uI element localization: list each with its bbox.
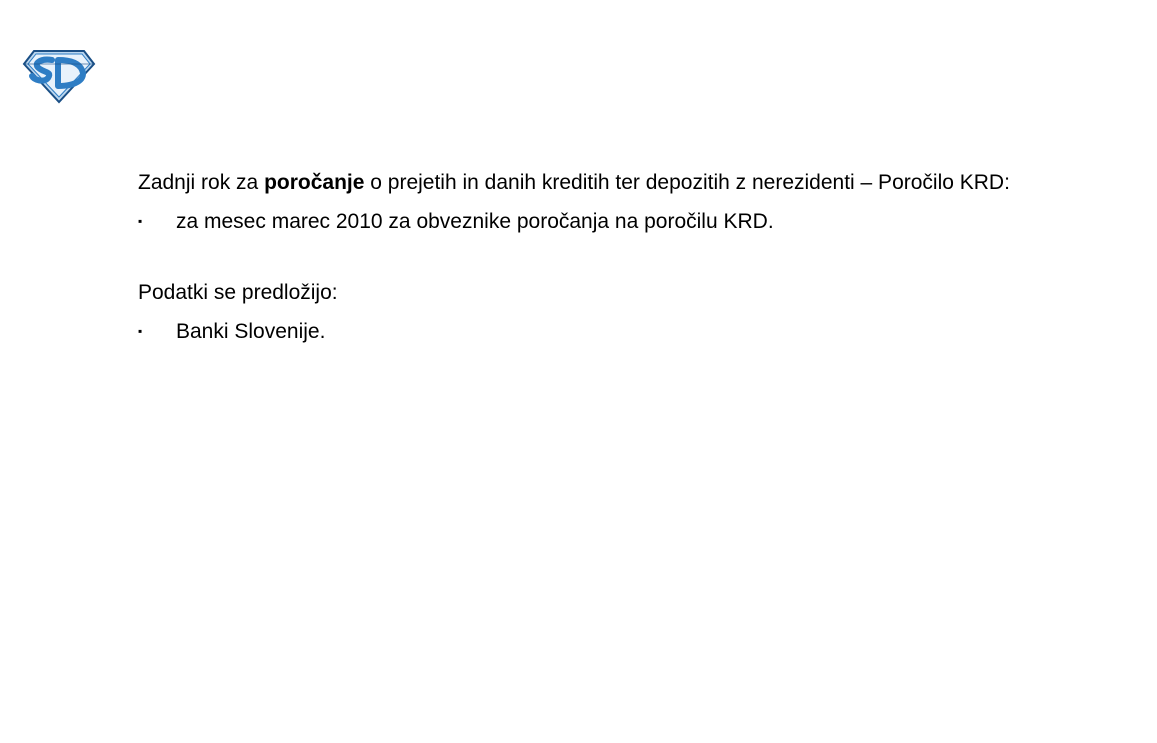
spacer [138, 244, 1021, 273]
document-body [138, 163, 1021, 354]
deadline-text-bold: poročanje [264, 171, 365, 194]
list-item-text: Banki Slovenije. [176, 320, 326, 343]
deadline-text-start: Zadnji rok za [138, 171, 265, 194]
sd-logo [22, 48, 96, 104]
bullet-square-icon: ▪ [138, 214, 143, 228]
sd-shield-logo-icon [22, 48, 96, 104]
deadline-text-end: o prejetih in danih kreditih ter depozitih z nerezidenti – Poročilo KRD: [364, 171, 1010, 194]
submission-paragraph: Podatki se predložijo: [138, 281, 338, 304]
list-item [138, 202, 1021, 244]
list-item-text: za mesec marec 2010 za obveznike poročanja na poročilu KRD. [176, 210, 774, 233]
deadline-paragraph [138, 163, 1021, 202]
bullet-square-icon: ▪ [138, 324, 143, 338]
list-item [138, 312, 1021, 354]
